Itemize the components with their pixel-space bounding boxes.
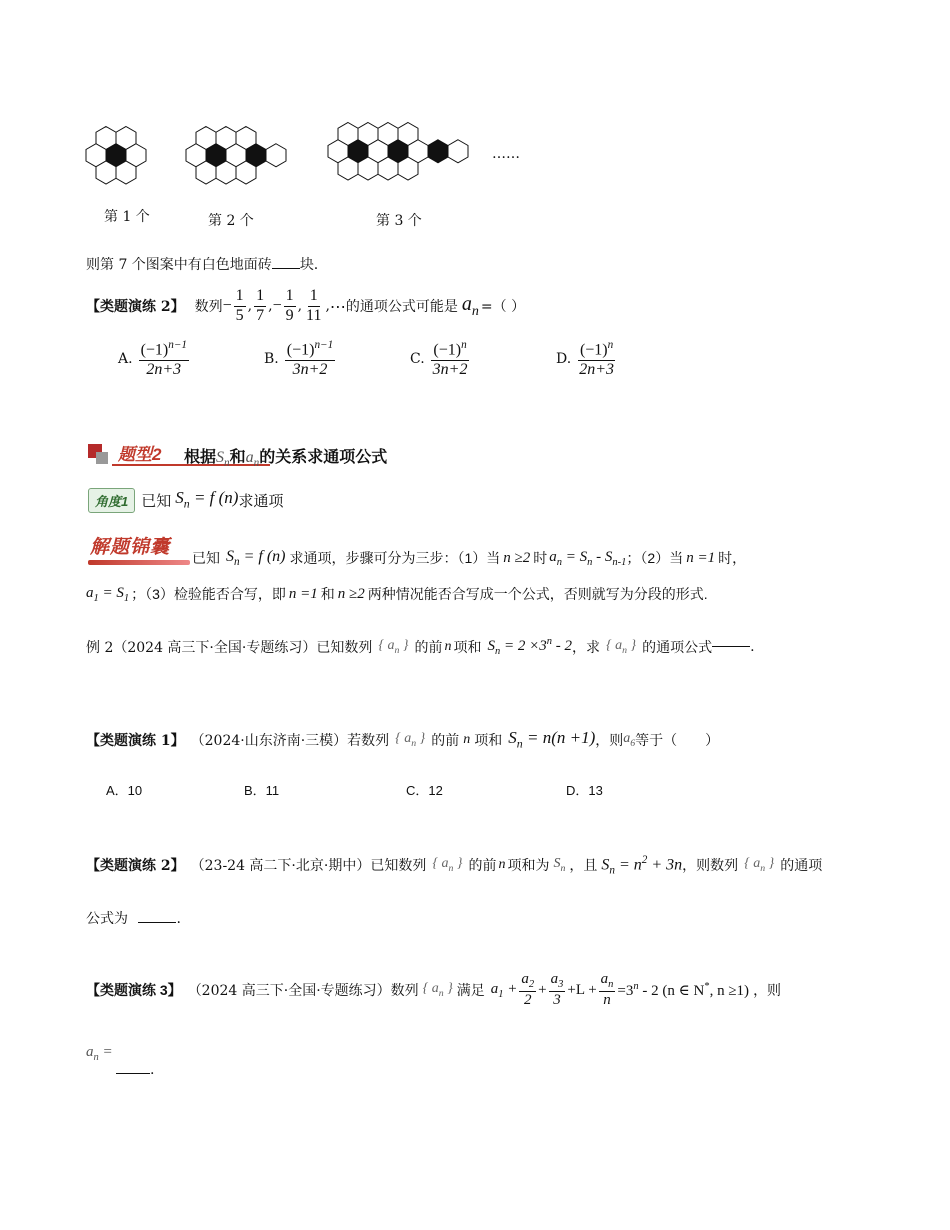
figure-label-2: 第 2 个	[208, 213, 254, 229]
p1-option-c[interactable]: C．12	[406, 783, 443, 798]
seq-minus-3: −	[272, 297, 282, 315]
tips-badge-text: 解题锦囊	[90, 537, 171, 558]
angle-text-pre: 已知	[141, 492, 172, 510]
hex-question	[86, 254, 318, 274]
angle-header	[88, 486, 284, 514]
white-tile	[378, 157, 398, 180]
seq-term-2: $\frac{1}{7}$	[256, 287, 265, 324]
white-tile	[338, 157, 358, 180]
practice-paren: =（ ）	[480, 299, 526, 316]
tips-line-2: $a_1 = S_1$ ；（3）检验能否合写，即 n =1 和 n ≥2 两种情况能否合写成一个公式，否则就写为分段的形式.	[86, 584, 708, 604]
option-c[interactable]	[410, 340, 471, 379]
white-tile	[216, 161, 236, 184]
angle-text-post: 求通项	[238, 492, 284, 510]
practice-3-answer: .	[116, 1062, 154, 1078]
practice-3: 【类题演练 3】 （2024 高三下·全国·专题练习）数列 { $a_n$ } 满足 $a_1$ + $\frac{a_2}{2}$ + $\frac{a_3}{3}$ +L + $\frac{a_n}{n}$ $=3^n - 2$ (n ∈ N*, n ≥1) ，则	[86, 971, 782, 1009]
example-2: 例 2（2024 高三下·全国·专题练习）已知数列 { $a_n$ } 的前 n 项和 $S_n = 2 \times 3^n - 2$ ，求 { $a_n$ } 的通项公式 .	[86, 636, 755, 657]
answer-blank[interactable]	[272, 268, 300, 269]
practice-top-options	[118, 340, 678, 390]
angle-formula: $S_n = f$ (n)	[175, 488, 239, 511]
practice-tail: 的通项公式可能是	[345, 299, 458, 316]
tips-line-1: 已知 $S_n = f$ (n) 求通项，步骤可分为三步：（1）当 n ≥2 时 $a_n = S_n - S_{n-1}$ ；（2）当 n =1 时，	[192, 548, 747, 569]
practice-1-options	[106, 780, 666, 800]
seq-term-3: $\frac{1}{9}$	[285, 287, 294, 324]
white-tile	[448, 140, 468, 163]
pattern-1	[86, 127, 146, 185]
black-tile	[428, 140, 448, 163]
pattern-3	[328, 123, 468, 181]
option-b-frac: $\frac{(-1)^{n-1}}{3n+2}$	[286, 339, 334, 379]
white-tile	[196, 161, 216, 184]
white-tile	[358, 157, 378, 180]
pattern-2	[186, 127, 286, 185]
seq-braces: { $a_n$ }	[378, 637, 409, 656]
practice-tag: 【类题演练 2】	[86, 299, 185, 316]
option-a[interactable]	[118, 340, 191, 379]
p1-option-b[interactable]: B．11	[244, 783, 280, 798]
option-d-label: D.	[556, 351, 572, 368]
practice-3-line-2: $a_n$ =	[86, 1044, 113, 1063]
practice-intro: 数列	[194, 299, 223, 316]
seq-ellipsis: ⋯	[329, 296, 346, 316]
figure-label-3: 第 3 个	[376, 213, 422, 229]
seq-comma: ,	[268, 298, 273, 315]
seq-comma: ,	[325, 298, 330, 315]
option-d[interactable]	[556, 340, 618, 379]
example-answer-blank[interactable]	[712, 646, 750, 647]
section-header	[88, 440, 448, 470]
white-tile	[398, 157, 418, 180]
seq-comma: ,	[297, 298, 303, 315]
option-b[interactable]	[264, 340, 337, 379]
option-a-label: A.	[118, 351, 133, 368]
option-b-label: B.	[264, 351, 279, 368]
white-tile	[266, 144, 286, 167]
p2-answer-blank[interactable]	[138, 922, 176, 923]
section-badge-square-gray	[96, 452, 108, 464]
lhs-a: $a_n$	[461, 292, 479, 319]
white-tile	[116, 161, 136, 184]
practice-2-line-2: 公式为 .	[86, 911, 181, 927]
hex-question-text: 则第 7 个图案中有白色地面砖	[86, 257, 272, 273]
practice-1: 【类题演练 1】 （2024·山东济南·三模）若数列 { $a_n$ } 的前 n 项和 $S_n = n(n +1)$ ，则 $a_6$ 等于（ ）	[86, 728, 720, 751]
seq-term-4: $\frac{1}{11}$	[306, 287, 322, 324]
tips-badge	[88, 530, 192, 570]
figure-label-1: 第 1 个	[104, 209, 150, 225]
option-d-frac: $\frac{(-1)^n}{2n+3}$	[579, 339, 614, 379]
seq-minus-1: −	[222, 297, 232, 315]
p3-answer-blank[interactable]	[116, 1073, 150, 1074]
white-tile	[236, 161, 256, 184]
angle-badge: 角度1	[88, 488, 135, 513]
practice-2: 【类题演练 2】 （23-24 高二下·北京·期中）已知数列 { $a_n$ } 的前 n 项和为 $S_n$ ，且 $S_n = n^2 + 3n$ ，则数列 { $a_n$ } 的通项	[86, 854, 823, 877]
option-a-frac: $\frac{(-1)^{n-1}}{2n+3}$	[140, 339, 187, 379]
option-c-label: C.	[410, 351, 425, 368]
option-c-frac: $\frac{(-1)^n}{3n+2}$	[432, 339, 468, 379]
seq-comma: ,	[247, 298, 253, 315]
tips-badge-stroke	[88, 560, 190, 565]
hex-question-end: 块.	[299, 257, 319, 273]
practice-top-stem	[86, 288, 525, 325]
p1-option-d[interactable]: D．13	[566, 783, 603, 798]
figure-ellipsis: ……	[492, 146, 520, 162]
section-title: 根据$S_n$和$a_n$的关系求通项公式	[184, 449, 388, 470]
white-tile	[96, 161, 116, 184]
seq-term-1: $\frac{1}{5}$	[235, 287, 244, 324]
section-badge: 题型2	[118, 445, 162, 464]
p1-option-a[interactable]: A．10	[106, 783, 143, 798]
